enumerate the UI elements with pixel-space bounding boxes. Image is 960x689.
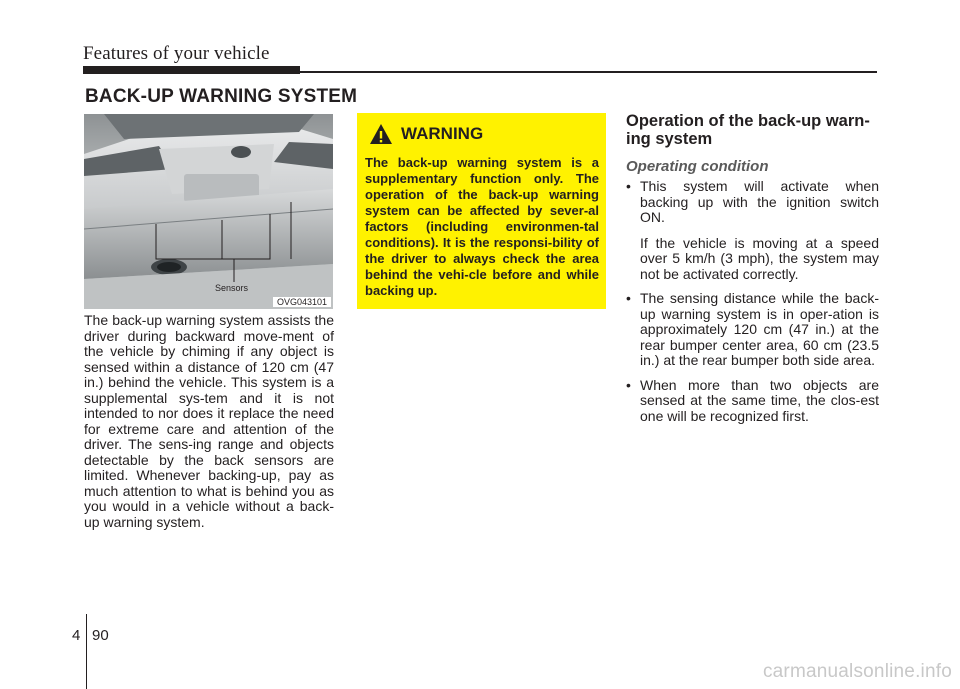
rear-bumper-figure [84, 114, 333, 309]
page-number: 90 [92, 627, 109, 644]
figure-code: OVG043101 [273, 297, 331, 307]
list-item [626, 291, 879, 369]
car-rear-illustration [84, 114, 333, 309]
chapter-number: 4 [72, 627, 81, 644]
bullet-icon: • [626, 178, 631, 194]
intro-paragraph: The back-up warning system assists the driver during backward move-ment of the vehicle by chiming if any object is sensed within a distance of 120 cm (47 in.) behind the vehicle. This system is a supplemental sys-tem and it is not intended to nor does it replace the need for extreme care and attention of the driver. The sens-ing range and objects detectable by the back sensors are limited. Whenever backing-up, pay as much attention to what is behind you as you would in a vehicle without a back-up warning system. [84, 312, 334, 530]
warning-header [365, 121, 599, 147]
operation-column [626, 112, 879, 433]
footer-divider [86, 614, 87, 689]
section-title: BACK-UP WARNING SYSTEM [85, 86, 358, 107]
page-header-title: Features of your vehicle [83, 43, 270, 64]
sensors-label: Sensors [215, 283, 249, 293]
bullet-icon: • [626, 290, 631, 306]
warning-title: WARNING [401, 124, 484, 143]
warning-box [357, 113, 606, 309]
bullet-subtext: If the vehicle is moving at a speed over 5 km/h (3 mph), the system may not be activated correctly. [640, 234, 879, 282]
header-bar-thick [83, 66, 300, 74]
watermark: carmanualsonline.info [762, 661, 952, 682]
header-bar-thin [300, 71, 877, 73]
operation-bullet-list [626, 179, 879, 424]
operating-condition-subtitle: Operating condition [626, 158, 769, 175]
bullet-icon: • [626, 376, 631, 393]
bullet-text: This system will activate when backing up with the ignition switch ON. [640, 178, 879, 225]
warning-triangle-icon [369, 123, 393, 145]
list-item [626, 179, 879, 282]
operation-title: Operation of the back-up warn-ing system [626, 112, 870, 148]
bullet-text: The sensing distance while the back-up warning system is in oper-ation is approximately 120 cm (47 in.) at the rear bumper center area, 60 cm (23.5 in.) at the rear bumper both side area. [640, 290, 879, 368]
warning-text: The back-up warning system is a supplementary function only. The operation of the back-up warning system can be affected by sever-al factors (including environmen-tal conditions). It is the responsi-bility of the driver to always check the area behind the vehi-cle before and while backing up. [365, 155, 599, 298]
list-item [626, 378, 879, 425]
bullet-text: When more than two objects are sensed at the same time, the clos-est one will be recognized first. [640, 376, 879, 424]
